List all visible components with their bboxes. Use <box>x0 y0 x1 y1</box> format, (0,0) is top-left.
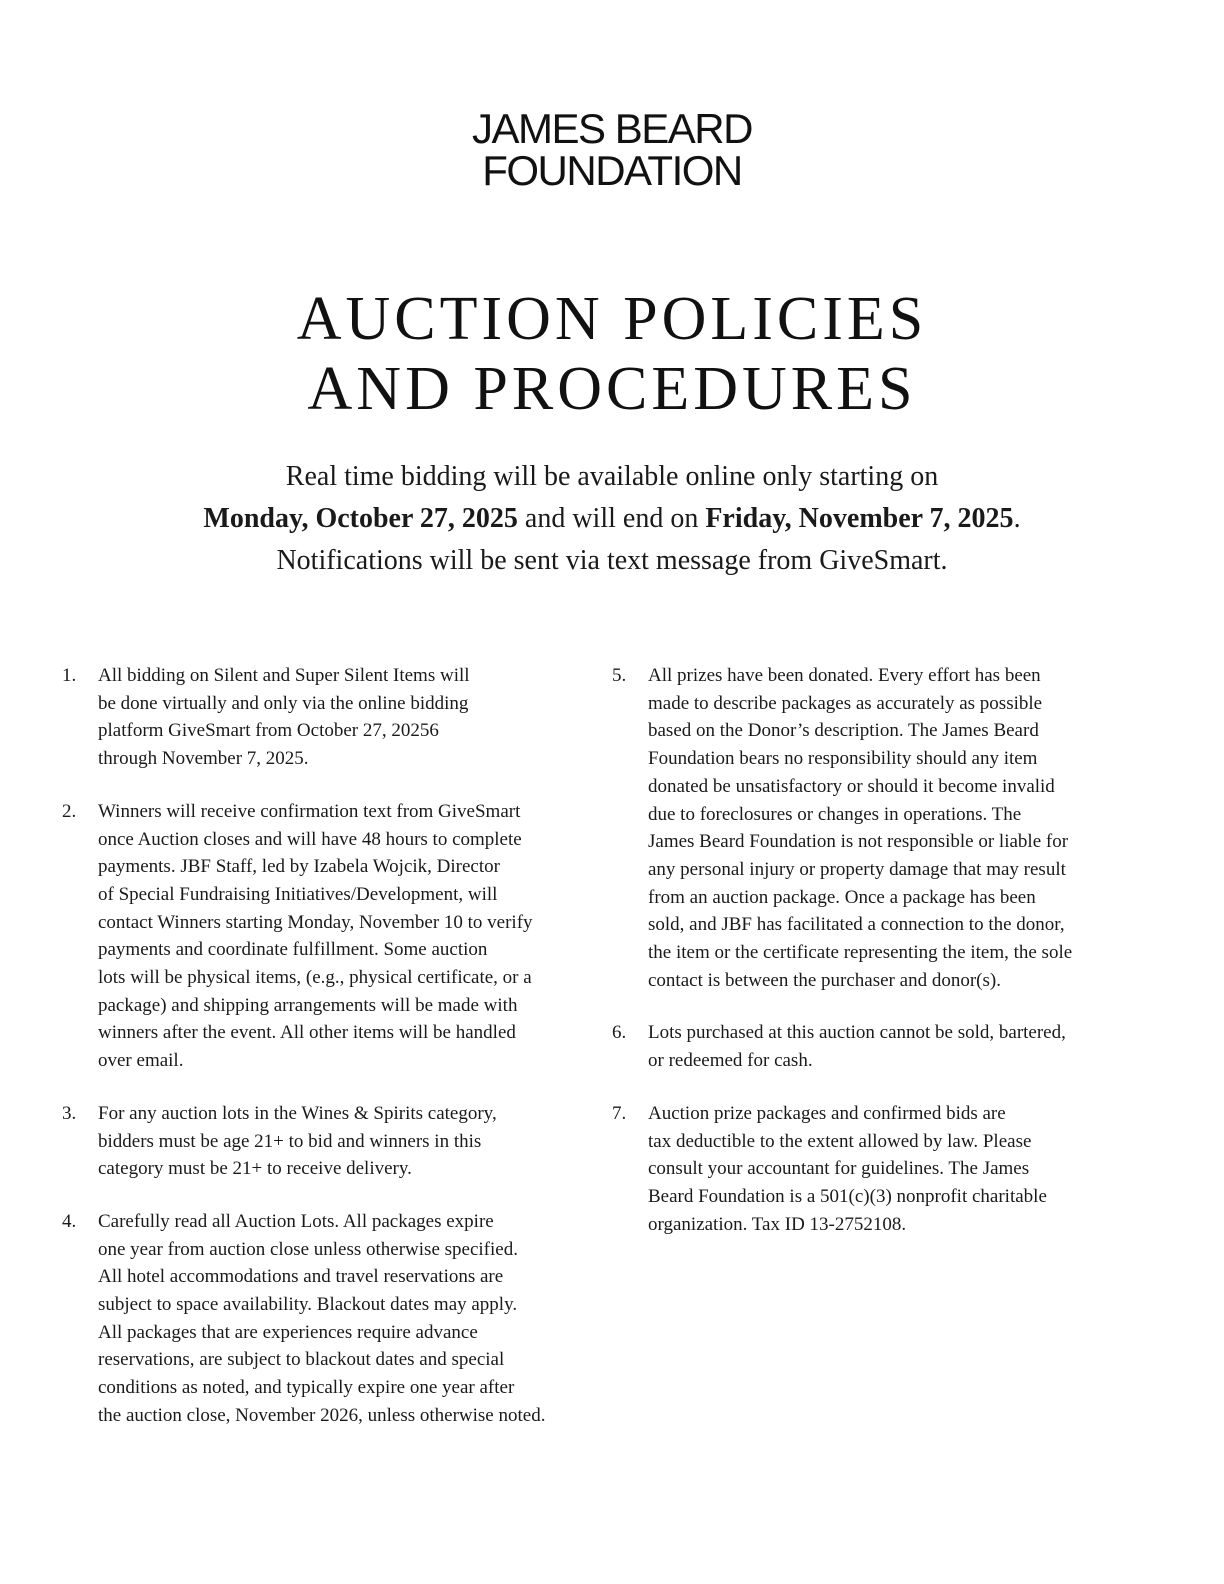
policy-text-line: contact Winners starting Monday, November 10 to verify <box>98 911 533 933</box>
intro-line-1: Real time bidding will be available online only starting on <box>285 461 939 492</box>
policy-text-line: Auction prize packages and confirmed bids are <box>648 1102 1006 1124</box>
policy-item-7 <box>612 1100 1152 1239</box>
policy-text-line: For any auction lots in the Wines & Spirits category, <box>98 1102 497 1124</box>
policy-text-line: Lots purchased at this auction cannot be sold, bartered, <box>648 1022 1066 1044</box>
policy-text-line: bidders must be age 21+ to bid and winners in this <box>98 1130 482 1152</box>
policy-text-line: All hotel accommodations and travel reservations are <box>98 1266 504 1288</box>
policy-text-line: based on the Donor’s description. The James Beard <box>648 720 1039 742</box>
policy-text-line: payments and coordinate fulfillment. Some auction <box>98 939 488 961</box>
policy-text-line: subject to space availability. Blackout dates may apply. <box>98 1294 518 1316</box>
logo-line-1: JAMES BEARD <box>472 105 752 152</box>
policy-text-line: due to foreclosures or changes in operations. The <box>648 803 1022 825</box>
policy-text-line: contact is between the purchaser and donor(s). <box>648 969 1001 991</box>
policy-text-line: category must be 21+ to receive delivery. <box>98 1158 412 1180</box>
policy-text-line: package) and shipping arrangements will be made with <box>98 994 518 1016</box>
policy-text-line: Carefully read all Auction Lots. All packages expire <box>98 1210 494 1232</box>
policy-text-line: any personal injury or property damage that may result <box>648 858 1066 880</box>
policy-text-line: organization. Tax ID 13-2752108. <box>648 1213 907 1235</box>
page-title <box>0 284 1224 424</box>
policy-item-3 <box>62 1100 602 1183</box>
policy-text <box>98 1208 602 1430</box>
intro-line-3: Notifications will be sent via text message from GiveSmart. <box>276 545 948 576</box>
foundation-logo <box>0 105 1224 194</box>
policy-text <box>648 1100 1152 1239</box>
policy-text-line: one year from auction close unless otherwise specified. <box>98 1238 518 1260</box>
policy-number: 7. <box>612 1102 627 1124</box>
policy-number: 2. <box>62 800 77 822</box>
policy-item-6 <box>612 1019 1152 1074</box>
policy-text-line: of Special Fundraising Initiatives/Development, will <box>98 883 498 905</box>
start-date: Monday, October 27, 2025 <box>203 503 518 534</box>
policy-text-line: from an auction package. Once a package has been <box>648 886 1036 908</box>
policy-text-line: or redeemed for cash. <box>648 1050 813 1072</box>
policy-text-line: Winners will receive confirmation text from GiveSmart <box>98 800 521 822</box>
intro-end-punct: . <box>1013 503 1021 534</box>
policy-text-line: made to describe packages as accurately as possible <box>648 692 1043 714</box>
policy-text-line: platform GiveSmart from October 27, 20256 <box>98 720 439 742</box>
policy-text-line: tax deductible to the extent allowed by law. Please <box>648 1130 1032 1152</box>
policy-text-line: consult your accountant for guidelines. The James <box>648 1158 1030 1180</box>
policy-text-line: conditions as noted, and typically expire one year after <box>98 1377 515 1399</box>
policy-text-line: All packages that are experiences require advance <box>98 1321 478 1343</box>
end-date: Friday, November 7, 2025 <box>705 503 1014 534</box>
policy-text-line: James Beard Foundation is not responsible or liable for <box>648 831 1069 853</box>
policy-text-line: through November 7, 2025. <box>98 748 309 770</box>
policy-number: 4. <box>62 1210 77 1232</box>
policy-text-line: the item or the certificate representing the item, the sole <box>648 942 1073 964</box>
policy-text-line: Foundation bears no responsibility should any item <box>648 748 1038 770</box>
policy-text-line: Beard Foundation is a 501(c)(3) nonprofit charitable <box>648 1185 1047 1207</box>
policy-text-line: over email. <box>98 1050 184 1072</box>
policy-text <box>648 662 1152 994</box>
policy-text <box>98 798 602 1075</box>
policy-text-line: sold, and JBF has facilitated a connection to the donor, <box>648 914 1065 936</box>
intro-middle-text: and will end on <box>517 503 706 534</box>
policy-item-2 <box>62 798 602 1075</box>
intro-paragraph <box>0 456 1224 582</box>
policy-column-left <box>62 662 602 1455</box>
policy-text <box>648 1019 1152 1074</box>
policy-item-4 <box>62 1208 602 1430</box>
page-title-line-1: AUCTION POLICIES <box>296 285 928 353</box>
policy-text <box>98 662 602 773</box>
logo-line-2: FOUNDATION <box>482 147 742 194</box>
policy-text-line: once Auction closes and will have 48 hours to complete <box>98 828 522 850</box>
policy-text-line: lots will be physical items, (e.g., physical certificate, or a <box>98 967 532 989</box>
policy-text-line: All prizes have been donated. Every effort has been <box>648 665 1041 686</box>
policy-item-1 <box>62 662 602 773</box>
policy-text-line: payments. JBF Staff, led by Izabela Wojcik, Director <box>98 856 500 878</box>
policy-item-5 <box>612 662 1152 994</box>
policy-number: 3. <box>62 1102 77 1124</box>
policy-text-line: the auction close, November 2026, unless otherwise noted. <box>98 1404 546 1426</box>
policy-text-line: be done virtually and only via the online bidding <box>98 692 469 714</box>
policy-text-line: reservations, are subject to blackout dates and special <box>98 1349 505 1371</box>
intro-line-2 <box>0 498 1224 540</box>
policy-text-line: All bidding on Silent and Super Silent Items will <box>98 665 470 686</box>
policy-text-line: donated be unsatisfactory or should it become invalid <box>648 775 1055 797</box>
policy-number: 1. <box>62 665 77 686</box>
policy-column-right <box>612 662 1152 1263</box>
policy-number: 5. <box>612 665 627 686</box>
policy-number: 6. <box>612 1022 627 1044</box>
policy-text <box>98 1100 602 1183</box>
page-title-line-2: AND PROCEDURES <box>307 355 917 423</box>
policy-text-line: winners after the event. All other items will be handled <box>98 1022 516 1044</box>
